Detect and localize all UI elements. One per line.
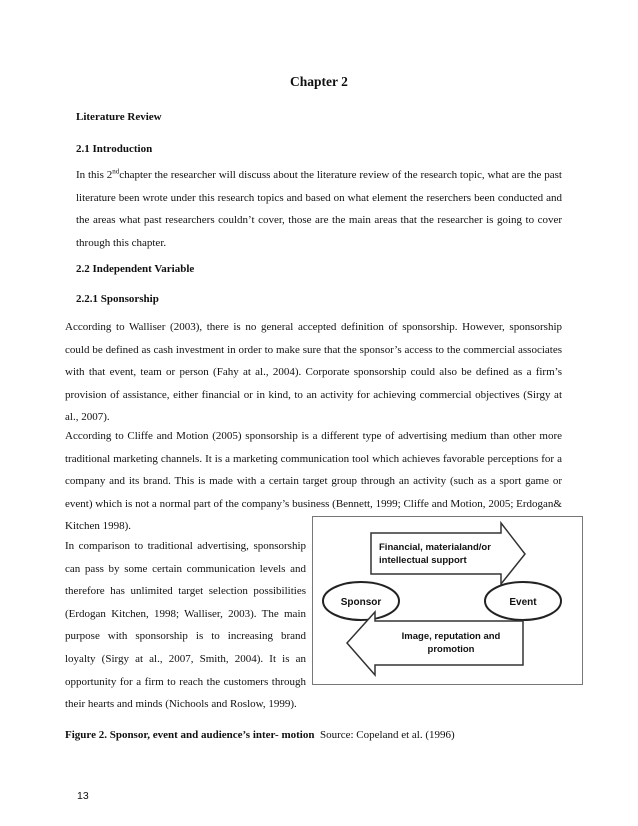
intro-rest: chapter the researcher will discuss about the literature review of the research topic, what are the past literature been wrote under this research topics and based on what element the reserchers been conducted and the areas what past researchers couldn’t cover, those are the main areas that the researcher is going to cover through this chapter. [76, 169, 562, 249]
top-arrow-shape [371, 523, 525, 584]
intro-prefix: In this 2 [76, 169, 113, 181]
figure-caption [65, 729, 455, 741]
caption-title: Figure 2. Sponsor, event and audience’s inter- motion [65, 729, 315, 741]
sponsor-label: Sponsor [340, 597, 382, 608]
paragraph-comparison: In comparison to traditional advertising, sponsorship can pass by some certain communication levels and therefore has unlimited target selection possibilities (Erdogan Kitchen, 1998; Walliser, 2003). The main purpose with sponsorship is to increasing brand loyalty (Sirgy at al., 2007, Smith, 2004). It is an opportunity for a firm to reach the customers through their hearts and minds (Nichools and Roslow, 1999). [65, 540, 306, 711]
caption-source: Source: Copeland et al. (1996) [314, 729, 455, 741]
paragraph-walliser: According to Walliser (2003), there is no general accepted definition of sponsorship. However, sponsorship could be defined as cash investment in order to make sure that the sponsor’s access to the commercial associates with that event, team or person (Fahy at al., 2004). Corporate sponsorship could also be defined as a firm’s provision of assistance, either financial or in kind, to an activity for achieving commercial objectives (Sirgy at al., 2007). [65, 321, 562, 424]
event-label: Event [509, 597, 537, 608]
chapter-title: Chapter 2 [290, 74, 348, 89]
intro-superscript: nd [112, 167, 120, 176]
bottom-arrow-text-1: Image, reputation and [401, 631, 501, 642]
sponsorship-figure [312, 516, 583, 685]
bottom-arrow-text-2: promotion [427, 644, 475, 655]
figure-diagram [313, 517, 581, 683]
top-arrow-text-2: intellectual support [379, 555, 467, 566]
paragraph-cliffe-motion: According to Cliffe and Motion (2005) sponsorship is a different type of advertising medium than other more traditional marketing channels. It is a marketing communication tool which achieves favorable perceptions for a company and its brand. This is made with a certain target group through an activity (such as a sport game or event) which is not a normal part of the company’s business (Bennett, 1999; Cliffe and Motion, 2005; Erdogan& Kitchen 1998). [65, 430, 562, 533]
top-arrow-text-1: Financial, materialand/or [379, 542, 491, 553]
heading-independent-variable: 2.2 Independent Variable [76, 263, 195, 275]
heading-sponsorship: 2.2.1 Sponsorship [76, 293, 159, 305]
intro-paragraph [76, 164, 562, 254]
page-number: 13 [77, 790, 89, 802]
heading-literature-review: Literature Review [76, 111, 162, 123]
heading-introduction: 2.1 Introduction [76, 143, 153, 155]
